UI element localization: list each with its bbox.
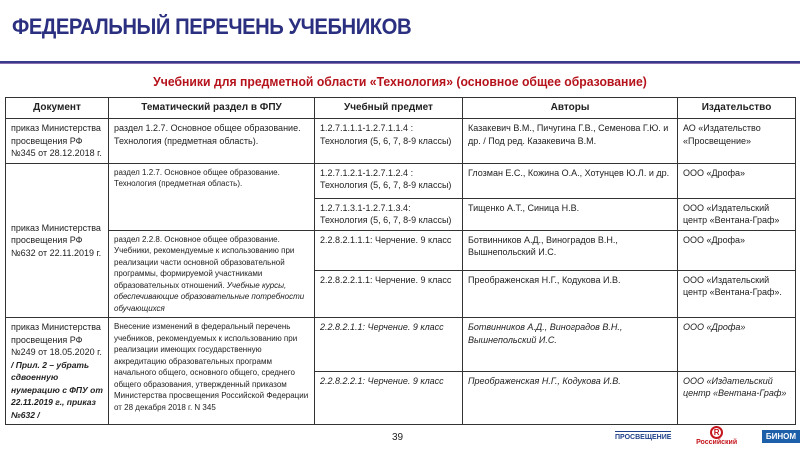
subtitle: Учебники для предметной области «Технология» (основное общее образование) [153,74,647,89]
publisher-cell: АО «Издательство «Просвещение» [678,119,796,164]
authors-cell: Преображенская Н.Г., Кодукова И.В. [463,270,678,317]
publisher-cell: ООО «Дрофа» [678,318,796,372]
authors-cell: Казакевич В.М., Пичугина Г.В., Семенова Г.Ю. и др. / Под ред. Казакевича В.М. [463,119,678,164]
column-header: Учебный предмет [315,98,463,119]
column-header: Документ [6,98,109,119]
publisher-cell: ООО «Издательский центр «Вентана-Граф». [678,270,796,317]
authors-cell: Ботвинников А.Д., Виноградов В.Н., Вышнепольский И.С. [463,230,678,270]
subject-cell: 2.2.8.2.2.1.1: Черчение. 9 класс [315,270,463,317]
page-number: 39 [392,432,404,443]
section-text: раздел 2.2.8. Основное общее образование. Учебники, рекомендуемые к использованию при реализации части основной образовательной программы, формируемой участниками образовательных отношений. [114,234,295,290]
section-cell: раздел 1.2.7. Основное общее образование. Технология (предметная область). [109,163,315,230]
table-row [6,163,796,198]
subject-cell: 2.2.8.2.1.1: Черчение. 9 класс [315,318,463,372]
table-header [6,98,796,119]
section-cell: раздел 1.2.7. Основное общее образование. Технология (предметная область). [109,119,315,164]
publisher-cell: ООО «Дрофа» [678,230,796,270]
page-title: ФЕДЕРАЛЬНЫЙ ПЕРЕЧЕНЬ УЧЕБНИКОВ [12,14,412,39]
section-cell [109,230,315,318]
authors-cell: Преображенская Н.Г., Кодукова И.В. [463,371,678,425]
table-row [6,318,796,372]
publisher-cell: ООО «Издательский центр «Вентана-Граф» [678,198,796,230]
textbooks-table [5,97,796,425]
column-header: Тематический раздел в ФПУ [109,98,315,119]
prosveshchenie-logo: ПРОСВЕЩЕНИЕ [615,431,671,441]
divider [0,61,800,64]
footer-logos [615,426,800,446]
subject-cell: 1.2.7.1.3.1-1.2.7.1.3.4: Технология (5, 6, 7, 8-9 классы) [315,198,463,230]
column-header: Авторы [463,98,678,119]
subject-cell: 1.2.7.1.1.1-1.2.7.1.1.4 : Технология (5, 6, 7, 8-9 классы) [315,119,463,164]
authors-cell: Глозман Е.С., Кожина О.А., Хотунцев Ю.Л. и др. [463,163,678,198]
authors-cell: Тищенко А.Т., Синица Н.В. [463,198,678,230]
doc-note: / Прил. 2 – убрать сдвоенную нумерацию с ФПУ от 22.11.2019 г., приказ №632 / [11,359,103,420]
table-row [6,119,796,164]
doc-cell: приказ Министерства просвещения РФ №345 от 28.12.2018 г. [6,119,109,164]
rossiyskiy-uchebnik-logo: R Российский [696,428,738,446]
publisher-cell: ООО «Издательский центр «Вентана-Граф» [678,371,796,425]
doc-cell [6,318,109,425]
column-header: Издательство [678,98,796,119]
authors-cell: Ботвинников А.Д., Виноградов В.Н., Вышнепольский И.С. [463,318,678,372]
table-row [6,230,796,270]
subject-cell: 2.2.8.2.1.1.1: Черчение. 9 класс [315,230,463,270]
subject-cell: 2.2.8.2.2.1: Черчение. 9 класс [315,371,463,425]
publisher-cell: ООО «Дрофа» [678,163,796,198]
binom-logo: БИНОМ [762,432,800,441]
section-cell: Внесение изменений в федеральный перечень учебников, рекомендуемых к использованию при реализации имеющих государственную аккредитацию образовательных программ начального общего, основного общего, среднего общего образования, утвержденный приказом Министерства просвещения Российской Федерации от 28 декабря 2018 г. N 345 [109,318,315,425]
subject-cell: 1.2.7.1.2.1-1.2.7.1.2.4 : Технология (5, 6, 7, 8-9 классы) [315,163,463,198]
doc-cell: приказ Министерства просвещения РФ №632 от 22.11.2019 г. [6,163,109,318]
section-note: Учебные курсы, обеспечивающие образовательные потребности обучающихся [114,280,305,313]
doc-text: приказ Министерства просвещения РФ №249 от 18.05.2020 г. [11,322,102,357]
